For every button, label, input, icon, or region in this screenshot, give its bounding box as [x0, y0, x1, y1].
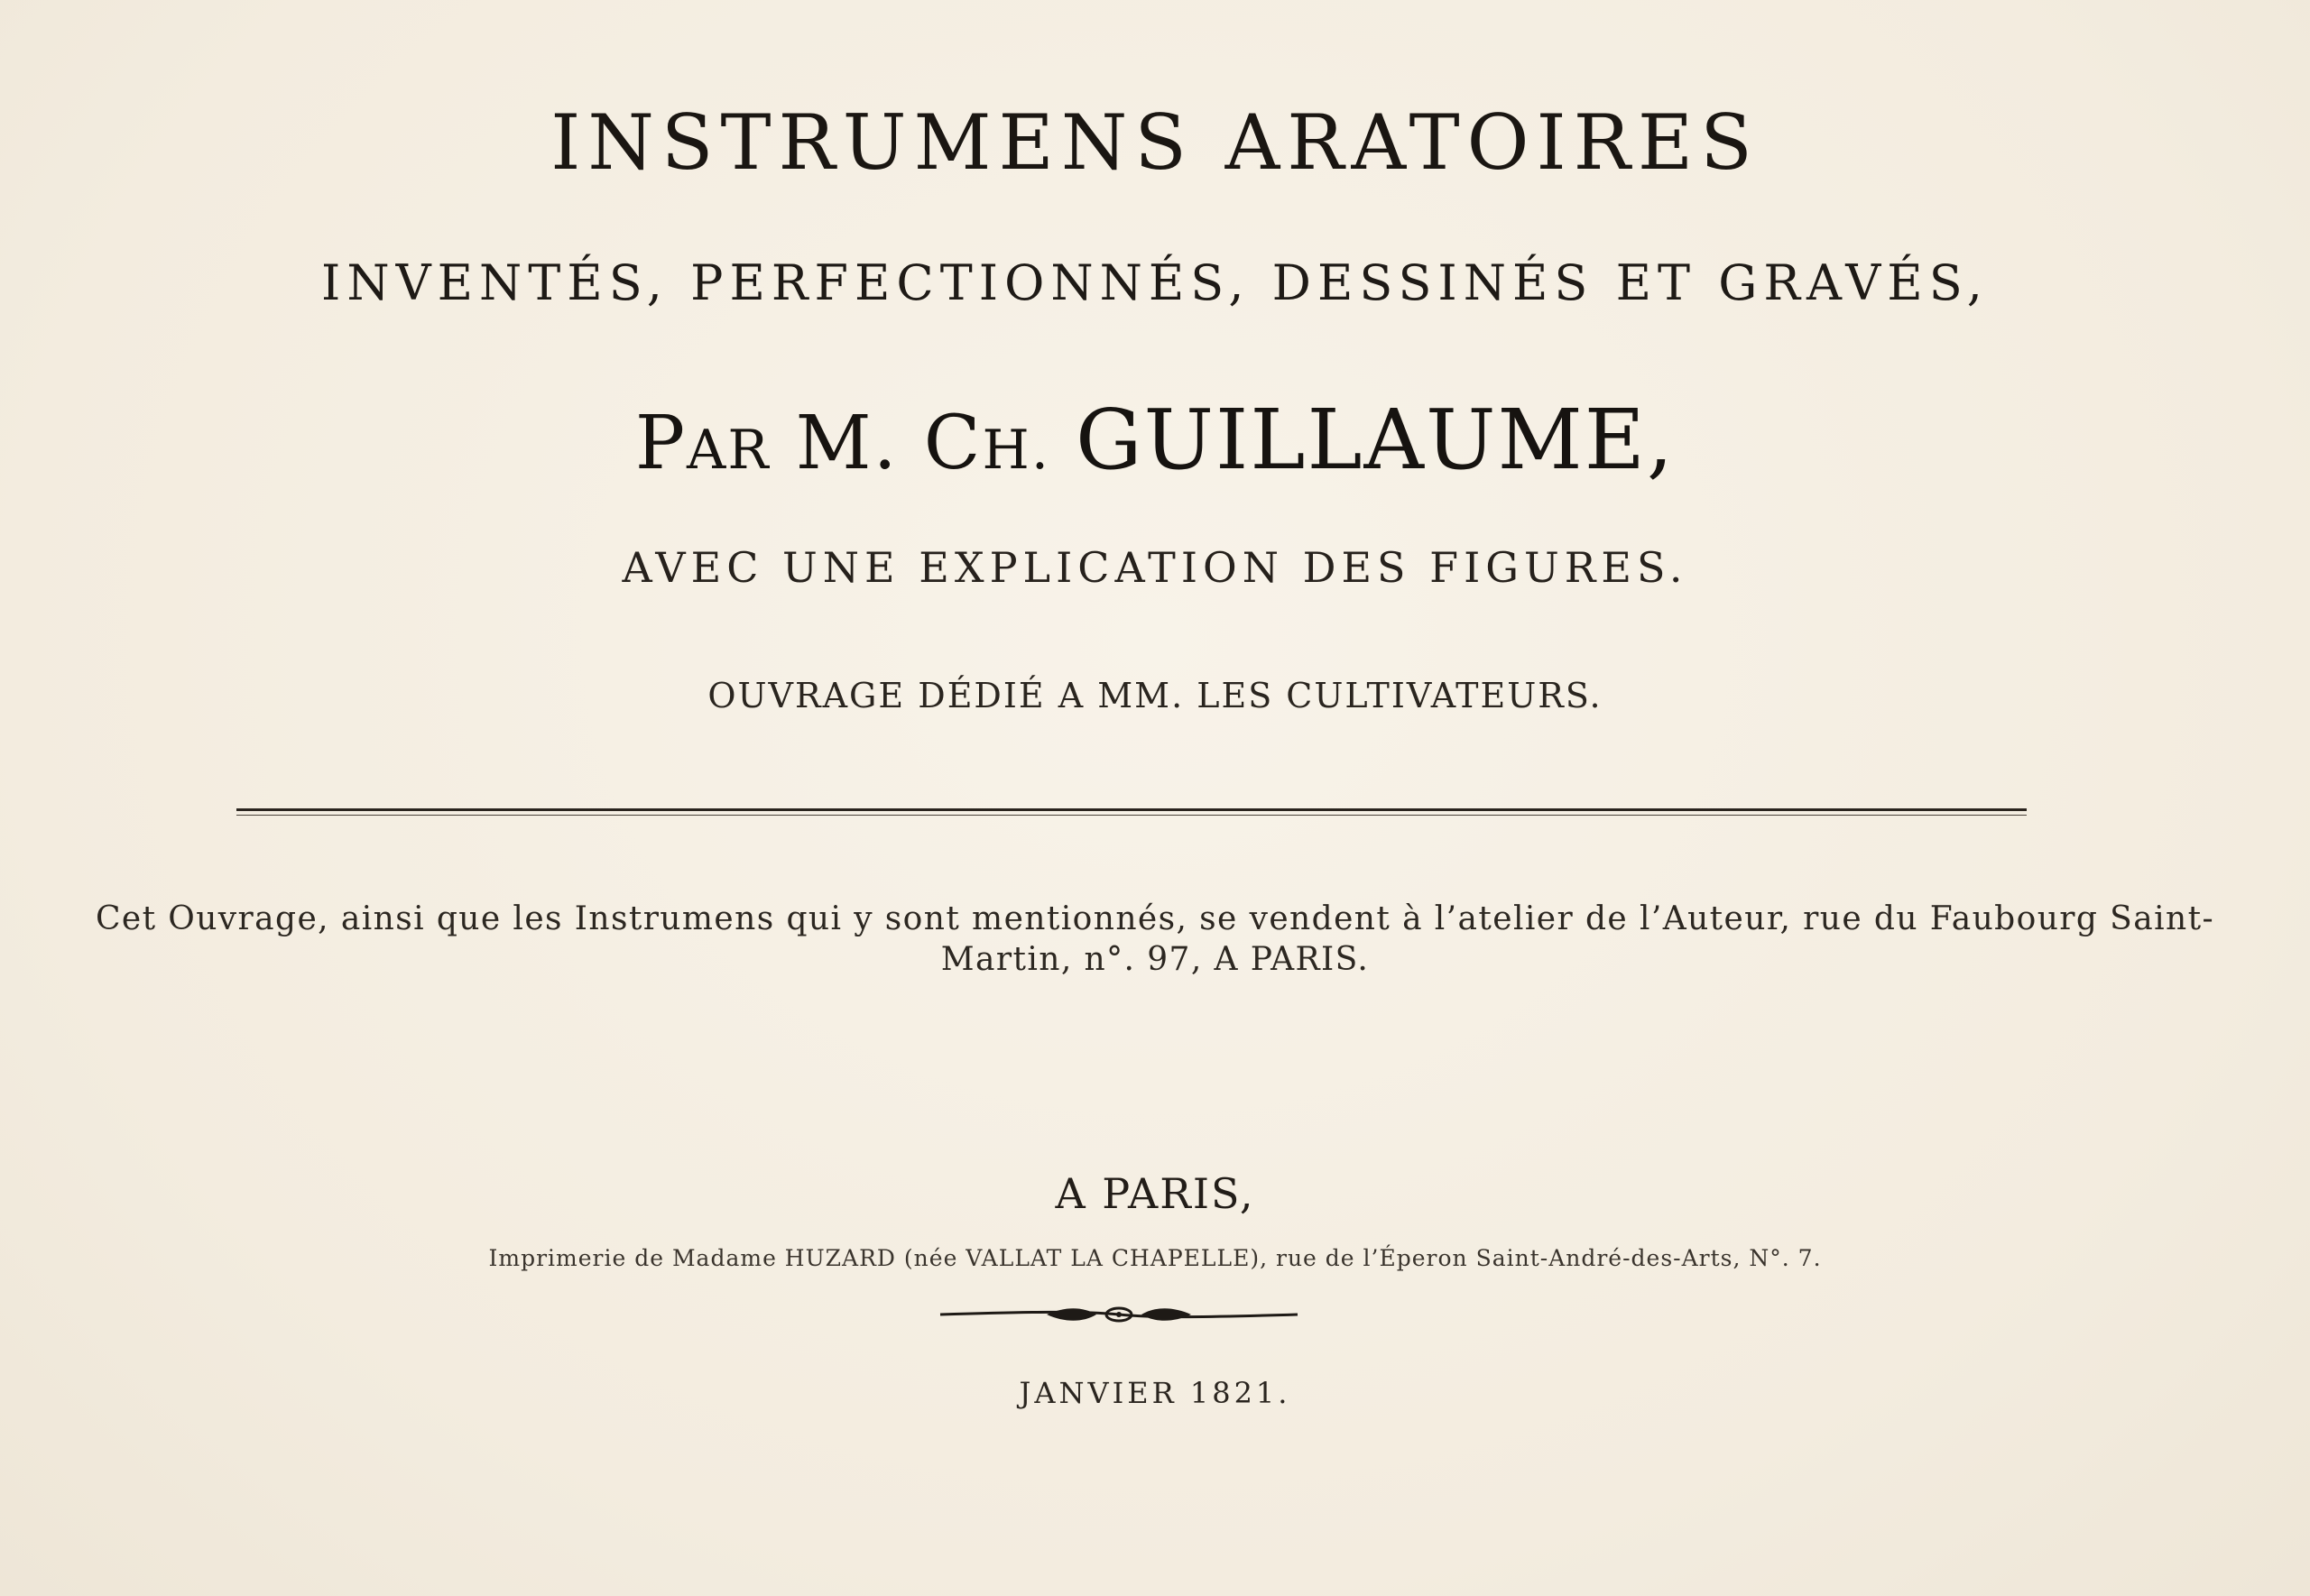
- author-ch-rest: H.: [982, 419, 1050, 482]
- publication-place: A PARIS,: [1055, 1169, 1255, 1218]
- sales-notice-line-1: Cet Ouvrage, ainsi que les Instrumens qui y sont mentionnés, se vendent à l’atelier de l’Auteur, rue du Faubourg Saint-: [95, 900, 2215, 937]
- author-par-initial: P: [634, 401, 688, 486]
- author-par-rest: AR: [687, 419, 771, 482]
- book-title: INSTRUMENS ARATOIRES: [550, 98, 1760, 187]
- publication-date: JANVIER 1821.: [1019, 1376, 1291, 1410]
- printer-imprint: Imprimerie de Madame HUZARD (née VALLAT LA CHAPELLE), rue de l’Éperon Saint-André-des-Arts, N°. 7.: [488, 1245, 1822, 1271]
- author-line: [0, 392, 2310, 488]
- author-m: M.: [795, 401, 899, 486]
- dedication-line: OUVRAGE DÉDIÉ A MM. LES CULTIVATEURS.: [707, 676, 1603, 715]
- author-surname: GUILLAUME,: [1075, 392, 1676, 488]
- book-subtitle: INVENTÉS, PERFECTIONNÉS, DESSINÉS ET GRAVÉS,: [321, 254, 1989, 311]
- ornamental-rule-icon: [938, 1301, 1299, 1328]
- author-ch-initial: C: [923, 401, 983, 486]
- double-rule-divider: [236, 808, 2027, 816]
- sales-notice: [36, 899, 2274, 980]
- explication-line: AVEC UNE EXPLICATION DES FIGURES.: [622, 543, 1688, 592]
- sales-notice-line-2: Martin, n°. 97, A PARIS.: [940, 941, 1370, 978]
